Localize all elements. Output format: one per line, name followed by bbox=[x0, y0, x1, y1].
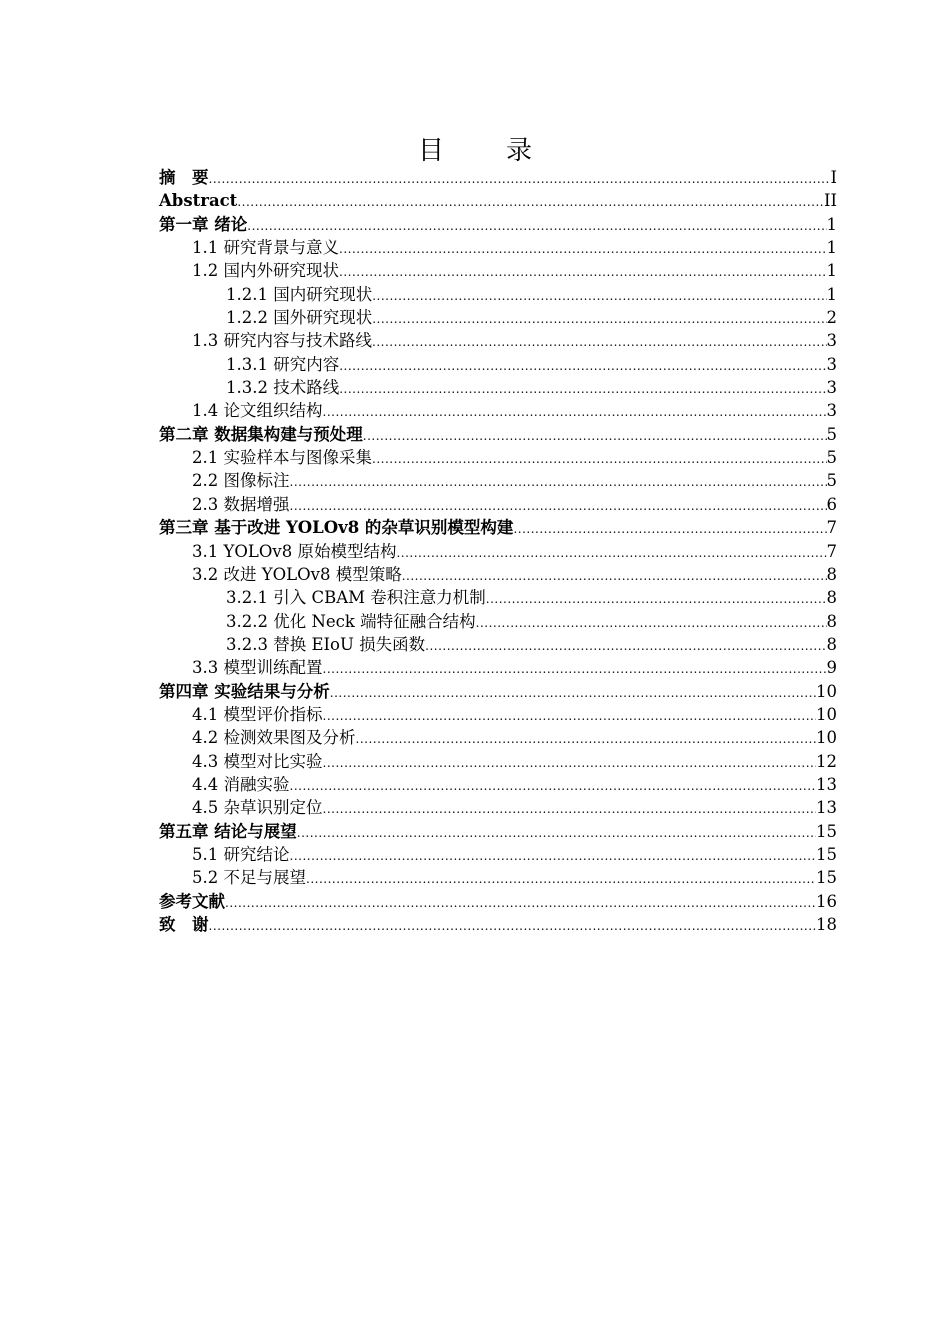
toc-entry-page-number: 13 bbox=[816, 774, 837, 794]
toc-entry[interactable] bbox=[159, 446, 837, 469]
toc-leader-dots bbox=[372, 285, 826, 308]
toc-entry-page-number: 2 bbox=[826, 308, 837, 328]
toc-leader-dots bbox=[323, 705, 817, 728]
toc-entry[interactable] bbox=[159, 166, 837, 189]
toc-entry-label: 3.3 模型训练配置 bbox=[192, 658, 323, 678]
toc-entry-page-number: 16 bbox=[816, 891, 837, 911]
toc-entry[interactable] bbox=[159, 283, 837, 306]
toc-entry-page-number: 3 bbox=[826, 401, 837, 421]
toc-entry-page-number: 5 bbox=[826, 424, 837, 444]
toc-entry[interactable] bbox=[159, 796, 837, 819]
toc-leader-dots bbox=[323, 658, 827, 681]
toc-entry[interactable] bbox=[159, 703, 837, 726]
toc-entry-page-number: 7 bbox=[826, 541, 837, 561]
toc-entry[interactable] bbox=[159, 750, 837, 773]
toc-leader-dots bbox=[396, 542, 826, 565]
toc-entry-label: 1.1 研究背景与意义 bbox=[192, 238, 339, 258]
toc-entry-page-number: 9 bbox=[826, 658, 837, 678]
toc-leader-dots bbox=[402, 565, 827, 588]
toc-entry[interactable] bbox=[159, 469, 837, 492]
toc-entry[interactable] bbox=[159, 890, 837, 913]
toc-leader-dots bbox=[297, 822, 816, 845]
toc-entry[interactable] bbox=[159, 773, 837, 796]
toc-entry-label: 3.2.1 引入 CBAM 卷积注意力机制 bbox=[226, 588, 486, 608]
toc-entry-page-number: 1 bbox=[826, 238, 837, 258]
toc-entry-page-number: 1 bbox=[826, 284, 837, 304]
toc-entry[interactable] bbox=[159, 516, 837, 539]
toc-entry-label: 2.3 数据增强 bbox=[192, 494, 290, 514]
toc-leader-dots bbox=[323, 798, 817, 821]
toc-leader-dots bbox=[339, 261, 827, 284]
toc-leader-dots bbox=[290, 845, 817, 868]
toc-leader-dots bbox=[323, 401, 827, 424]
toc-leader-dots bbox=[330, 682, 816, 705]
toc-entry-label: 4.3 模型对比实验 bbox=[192, 751, 323, 771]
toc-leader-dots bbox=[209, 168, 831, 191]
toc-entry-page-number: 8 bbox=[826, 588, 837, 608]
toc-entry-label: 第四章 实验结果与分析 bbox=[159, 681, 330, 701]
toc-entry-label: 1.3.2 技术路线 bbox=[226, 378, 340, 398]
toc-entry-label: 摘 要 bbox=[159, 168, 209, 187]
toc-entry[interactable] bbox=[159, 586, 837, 609]
toc-entry-page-number: 15 bbox=[816, 844, 837, 864]
toc-entry[interactable] bbox=[159, 656, 837, 679]
toc-entry[interactable] bbox=[159, 189, 837, 212]
toc-entry-label: 4.5 杂草识别定位 bbox=[192, 798, 323, 818]
toc-entry[interactable] bbox=[159, 866, 837, 889]
toc-leader-dots bbox=[339, 355, 826, 378]
toc-entry[interactable] bbox=[159, 820, 837, 843]
toc-leader-dots bbox=[356, 728, 817, 751]
toc-entry-label: 致 谢 bbox=[159, 915, 209, 934]
toc-entry[interactable] bbox=[159, 353, 837, 376]
toc-entry-page-number: 3 bbox=[826, 354, 837, 374]
toc-entry-page-number: 5 bbox=[826, 471, 837, 491]
toc-leader-dots bbox=[209, 915, 817, 938]
toc-entry[interactable] bbox=[159, 540, 837, 563]
toc-leader-dots bbox=[290, 775, 817, 798]
toc-entry[interactable] bbox=[159, 306, 837, 329]
toc-entry-label: 3.1 YOLOv8 原始模型结构 bbox=[192, 541, 397, 561]
toc-entry-label: 2.1 实验样本与图像采集 bbox=[192, 448, 372, 468]
toc-entry-page-number: 7 bbox=[826, 518, 837, 538]
toc-leader-dots bbox=[372, 448, 827, 471]
toc-leader-dots bbox=[339, 378, 826, 401]
toc-entry[interactable] bbox=[159, 633, 837, 656]
toc-leader-dots bbox=[306, 868, 816, 891]
toc-entry-page-number: 8 bbox=[826, 611, 837, 631]
toc-entry-label: 参考文献 bbox=[159, 891, 225, 911]
toc-entry[interactable] bbox=[159, 213, 837, 236]
toc-leader-dots bbox=[237, 191, 824, 214]
toc-entry-page-number: 8 bbox=[826, 634, 837, 654]
toc-entry[interactable] bbox=[159, 399, 837, 422]
toc-entry-page-number: 12 bbox=[816, 751, 837, 771]
toc-entry-label: 1.4 论文组织结构 bbox=[192, 401, 323, 421]
toc-entry-label: Abstract bbox=[159, 191, 238, 211]
toc-entry-label: 3.2 改进 YOLOv8 模型策略 bbox=[192, 564, 402, 584]
toc-entry-page-number: 1 bbox=[826, 261, 837, 281]
toc-leader-dots bbox=[372, 331, 827, 354]
toc-entry-label: 第一章 绪论 bbox=[159, 214, 248, 234]
toc-leader-dots bbox=[363, 425, 827, 448]
toc-leader-dots bbox=[290, 471, 827, 494]
toc-entry-page-number: 5 bbox=[826, 448, 837, 468]
toc-entry-page-number: 15 bbox=[816, 868, 837, 888]
toc-entry-label: 第二章 数据集构建与预处理 bbox=[159, 424, 363, 444]
toc-leader-dots bbox=[372, 308, 826, 331]
toc-entry[interactable] bbox=[159, 423, 837, 446]
toc-entry[interactable] bbox=[159, 726, 837, 749]
toc-entry[interactable] bbox=[159, 913, 837, 936]
toc-entry[interactable] bbox=[159, 493, 837, 516]
toc-entry-page-number: 3 bbox=[826, 378, 837, 398]
toc-entry-page-number: II bbox=[823, 191, 837, 211]
toc-entry-page-number: I bbox=[830, 168, 837, 187]
toc-entry-page-number: 13 bbox=[816, 798, 837, 818]
toc-leader-dots bbox=[225, 892, 816, 915]
toc-entry-label: 4.4 消融实验 bbox=[192, 774, 290, 794]
toc-entry-label: 1.2.2 国外研究现状 bbox=[226, 308, 373, 328]
toc-entry-page-number: 8 bbox=[826, 564, 837, 584]
toc-leader-dots bbox=[425, 635, 826, 658]
toc-entry-label: 1.2 国内外研究现状 bbox=[192, 261, 339, 281]
toc-entry[interactable] bbox=[159, 610, 837, 633]
page-title: 目 录 bbox=[417, 136, 550, 166]
toc-entry-page-number: 10 bbox=[816, 728, 837, 748]
toc-entry-page-number: 18 bbox=[816, 915, 837, 934]
toc-entry-page-number: 15 bbox=[816, 821, 837, 841]
toc-entry-label: 1.3.1 研究内容 bbox=[226, 354, 340, 374]
toc-entry[interactable] bbox=[159, 259, 837, 282]
toc-entry[interactable] bbox=[159, 843, 837, 866]
toc-entry-page-number: 3 bbox=[826, 331, 837, 351]
toc-entry[interactable] bbox=[159, 563, 837, 586]
toc-entry-label: 5.1 研究结论 bbox=[192, 844, 290, 864]
toc-entry-label: 4.1 模型评价指标 bbox=[192, 704, 323, 724]
toc-leader-dots bbox=[486, 588, 827, 611]
toc-leader-dots bbox=[247, 215, 826, 238]
toc-entry-label: 第五章 结论与展望 bbox=[159, 821, 297, 841]
toc-entry-label: 1.3 研究内容与技术路线 bbox=[192, 331, 372, 351]
toc-entry-label: 3.2.2 优化 Neck 端特征融合结构 bbox=[226, 611, 476, 631]
table-of-contents bbox=[159, 166, 837, 936]
toc-entry-label: 1.2.1 国内研究现状 bbox=[226, 284, 373, 304]
toc-entry-label: 3.2.3 替换 EIoU 损失函数 bbox=[226, 634, 426, 654]
toc-entry[interactable] bbox=[159, 329, 837, 352]
toc-entry[interactable] bbox=[159, 376, 837, 399]
toc-entry[interactable] bbox=[159, 680, 837, 703]
toc-entry-label: 5.2 不足与展望 bbox=[192, 868, 306, 888]
toc-leader-dots bbox=[476, 612, 827, 635]
toc-entry-label: 2.2 图像标注 bbox=[192, 471, 290, 491]
toc-entry-page-number: 10 bbox=[816, 704, 837, 724]
toc-leader-dots bbox=[339, 238, 827, 261]
toc-entry-page-number: 6 bbox=[826, 494, 837, 514]
toc-leader-dots bbox=[323, 752, 817, 775]
toc-entry-page-number: 10 bbox=[816, 681, 837, 701]
toc-entry[interactable] bbox=[159, 236, 837, 259]
toc-entry-page-number: 1 bbox=[826, 214, 837, 234]
toc-entry-label: 4.2 检测效果图及分析 bbox=[192, 728, 356, 748]
toc-entry-label: 第三章 基于改进 YOLOv8 的杂草识别模型构建 bbox=[159, 518, 514, 538]
toc-leader-dots bbox=[290, 495, 827, 518]
toc-leader-dots bbox=[513, 518, 826, 541]
